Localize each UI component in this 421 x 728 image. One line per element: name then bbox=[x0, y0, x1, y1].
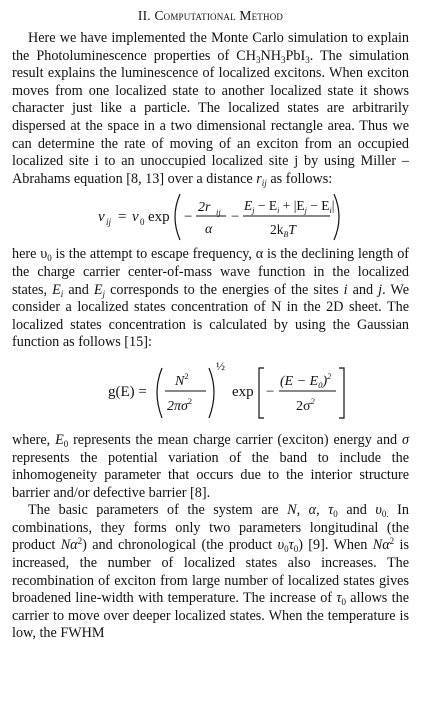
eq2-exp: exp bbox=[232, 383, 254, 400]
eq2-gauss-den: $2\sigma^2$ bbox=[296, 395, 315, 414]
eq2-left-paren bbox=[157, 368, 162, 418]
eq1-right-paren bbox=[334, 194, 339, 240]
eq1-v0-sub: 0 bbox=[140, 217, 145, 228]
eq1-lhs-sub: ij bbox=[106, 217, 112, 228]
eq1-exp: exp bbox=[148, 209, 170, 226]
equation-miller-abrahams bbox=[12, 188, 409, 246]
eq1-term1-num-sub: ij bbox=[216, 207, 221, 218]
eq1-term1-num: 2r bbox=[198, 200, 211, 216]
eq2-num: $N^2$ bbox=[175, 370, 189, 389]
eq1-minus-2: − bbox=[231, 209, 240, 226]
eq2-left-bracket bbox=[259, 368, 264, 418]
eq2-right-bracket bbox=[339, 368, 344, 418]
paragraph-intro: Here we have implemented the Monte Carlo simulation to explain the Photoluminescence properties of $CH_3NH_3PbI_3$. The simulation result explains the luminescence of localized excitons. When exciton moves from one localized state to another localized state it shows character just like a particle. The localized states are arbitrarily dispersed at the space in a two dimensional rectangle area. Thus we can determine the rate of moving of an exciton from an occupied localized site i to an unoccupied localized site j by using Miller – Abrahams equation [8, 13] over a distance $r_{ij}$ as follows: bbox=[12, 30, 409, 188]
paragraph-parameters: here $\upsilon_0$ is the attempt to escape frequency, α is the declining length of the charge carrier center-of-mass wave function in the localized states, $E_i$ and $E_j$ corresponds to the energies of the sites i and j. We consider a localized states concentration of N in the 2D sheet. The localized states concentration is calculated by using the Gaussian function as follows [15]: bbox=[12, 246, 410, 351]
section-heading bbox=[12, 8, 409, 24]
eq1-term2-den: $2k_BT$ bbox=[270, 222, 296, 240]
eq2-gauss-num: $(E - E_0)^2$ bbox=[280, 370, 332, 390]
eq2-lhs: g(E) = bbox=[108, 383, 147, 400]
eq1-v0: v bbox=[132, 209, 139, 226]
eq1-term1-den: α bbox=[205, 222, 213, 238]
section-numeral: II. bbox=[137, 8, 151, 23]
eq1-lhs-var: v bbox=[98, 209, 105, 226]
eq2-power: ½ bbox=[216, 358, 225, 373]
eq1-term2-num: $E_j - E_i + |E_j - E_i|$ bbox=[244, 198, 335, 216]
eq1-left-paren bbox=[175, 194, 180, 240]
eq1-minus-1: − bbox=[184, 209, 193, 226]
eq2-den: $2\pi\sigma^2$ bbox=[167, 395, 193, 414]
section-title: Computational Method bbox=[154, 8, 284, 23]
equation-gaussian bbox=[12, 352, 409, 432]
eq1-equals: = bbox=[118, 209, 127, 226]
eq2-right-paren bbox=[209, 368, 214, 418]
paragraph-basic-parameters: The basic parameters of the system are N, α, $\tau_0$ and $\upsilon_{0.}$ In combinations, they forms only two parameters longitudinal (the product $N\alpha^2$) and chronological (the product $\upsilon_0\tau_0$) [9]. When $N\alpha^2$ is increased, the number of localized states also increases. The recombination of exciton from large number of localized states gives broadened line-width with temperature. The increase of $\tau_0$ allows the carrier to move over deeper localized states. When the temperature is low, the FWHM bbox=[12, 502, 410, 642]
eq2-minus: − bbox=[266, 383, 275, 400]
paragraph-where: where, $E_0$ represents the mean charge carrier (exciton) energy and σ represents the potential variation of the band to include the inhomogeneity parameter that occurs due to the interior structure barrier and/or defective barrier [8]. bbox=[12, 431, 409, 501]
